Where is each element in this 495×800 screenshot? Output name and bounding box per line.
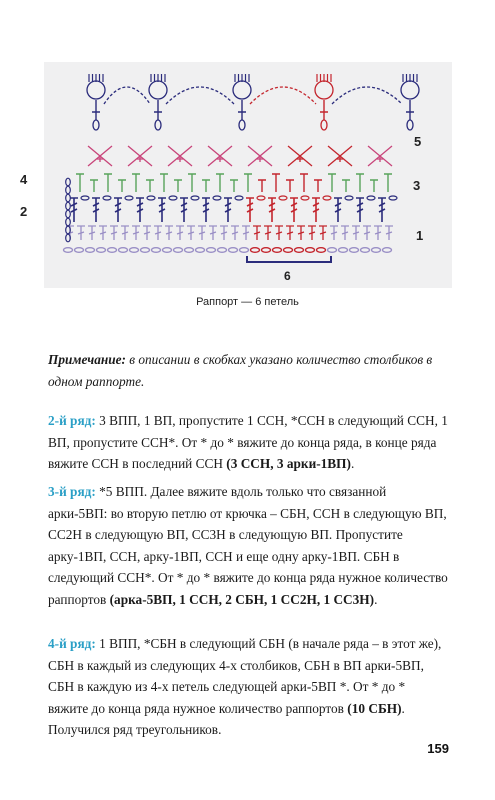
row3-stitch [300, 174, 308, 192]
row-label-4: 4 [20, 172, 28, 187]
chain-stitch [328, 248, 337, 253]
row2-chain [125, 196, 133, 200]
row4-cross [257, 156, 263, 162]
row2-chain [257, 196, 265, 200]
row3-text: *5 ВПП. Далее вяжите вдоль только что связанной арки-5ВП: во вторую петлю от крючка – СБН, ССН в следующую ВП, СС2Н в следующую ВП, СС3Н в следующую ВП. Пропустите арку-1ВП, ССН, арку-1ВП, ССН и еще одну арку-1ВП. СБН в следующий ССН*. От * до * вяжите до конца ряда нужное количество раппортов [48, 484, 448, 607]
flower-stitch [401, 81, 419, 99]
flower-stitch [315, 81, 333, 99]
row2-chain [279, 196, 287, 200]
row2-chain [301, 196, 309, 200]
row2-chain [103, 196, 111, 200]
row1-stitch [297, 226, 305, 240]
flower-base [239, 120, 245, 130]
row1-stitch [308, 226, 316, 240]
chart-symbols [64, 74, 420, 252]
flower-stem [320, 100, 328, 120]
row2-chain [147, 196, 155, 200]
row2-stitch [246, 198, 254, 222]
row3-stitch [230, 180, 238, 192]
chain-stitch [152, 248, 161, 253]
row4-cross [217, 156, 223, 162]
row3-stitch [132, 174, 140, 192]
row2-text: 3 ВПП, 1 ВП, пропустите 1 ССН, *ССН в следующий ССН, 1 ВП, пропустите ССН*. От * до * вяжите до конца ряда, в конце ряда вяжите ССН в последний ССН [48, 413, 448, 471]
row2-stitch [334, 198, 342, 222]
chain-stitch [339, 248, 348, 253]
chain-stitch [119, 248, 128, 253]
repeat-label: 6 [284, 269, 291, 283]
repeat-bracket [247, 256, 331, 262]
turning-chain [66, 194, 71, 202]
row4-cross [97, 156, 103, 162]
row2-chain [235, 196, 243, 200]
row4-label: 4-й ряд: [48, 636, 96, 651]
chain-stitch [75, 248, 84, 253]
row2-stitch [202, 198, 210, 222]
row-label-5: 5 [414, 134, 422, 149]
flower-stem [92, 100, 100, 120]
row1-stitch [77, 226, 85, 240]
row3-stitch [384, 174, 392, 192]
row2-stitch [290, 198, 298, 222]
row3-label: 3-й ряд: [48, 484, 96, 499]
flower-stitch [149, 81, 167, 99]
row2-tail: . [350, 456, 355, 471]
row4-cross [377, 156, 383, 162]
row1-stitch [319, 226, 327, 240]
row1-stitch [374, 226, 382, 240]
flower-base [321, 120, 327, 130]
row1-stitch [341, 226, 349, 240]
row4-cross [177, 156, 183, 162]
chain-stitch [317, 248, 326, 253]
row2-stitch [356, 198, 364, 222]
chain-stitch [295, 248, 304, 253]
row2-stitch [114, 198, 122, 222]
chart-caption: Раппорт — 6 петель [196, 296, 299, 308]
row3-stitch [244, 174, 252, 192]
row2-stitch [312, 198, 320, 222]
turning-chain [66, 178, 71, 186]
row2-chain [81, 196, 89, 200]
note-text: в описании в скобках указано количество столбиков в одном раппорте. [48, 352, 433, 389]
chain-stitch [196, 248, 205, 253]
row1-stitch [363, 226, 371, 240]
row1-stitch [198, 226, 206, 240]
row2-chain [169, 196, 177, 200]
chain-stitch [207, 248, 216, 253]
row3-stitch [104, 174, 112, 192]
row2-stitch [158, 198, 166, 222]
chain-arch [250, 87, 316, 104]
row3-stitch [286, 180, 294, 192]
row2-stitch [136, 198, 144, 222]
chain-stitch [86, 248, 95, 253]
row1-stitch [88, 226, 96, 240]
row3-stitch [76, 174, 84, 192]
row4-paragraph [48, 633, 448, 741]
row1-stitch [165, 226, 173, 240]
chain-stitch [284, 248, 293, 253]
row1-stitch [231, 226, 239, 240]
row3-stitch [202, 180, 210, 192]
chain-stitch [174, 248, 183, 253]
chain-stitch [262, 248, 271, 253]
crochet-chart [20, 62, 452, 288]
chain-stitch [350, 248, 359, 253]
row3-stitch [90, 180, 98, 192]
chain-arch [332, 87, 402, 104]
row2-chain [191, 196, 199, 200]
chain-stitch [64, 248, 73, 253]
turning-chain [66, 210, 71, 218]
row1-stitch [242, 226, 250, 240]
row1-stitch [132, 226, 140, 240]
row2-chain [345, 196, 353, 200]
row3-tail: . [374, 591, 378, 607]
flower-stem [154, 100, 162, 120]
chain-stitch [361, 248, 370, 253]
row1-stitch [352, 226, 360, 240]
row1-stitch [143, 226, 151, 240]
row3-summary: (арка-5ВП, 1 ССН, 2 СБН, 1 СС2Н, 1 СС3Н) [109, 591, 375, 607]
chain-stitch [97, 248, 106, 253]
chain-stitch [372, 248, 381, 253]
row3-stitch [216, 174, 224, 192]
row3-stitch [146, 180, 154, 192]
turning-chain [66, 202, 71, 210]
row1-stitch [99, 226, 107, 240]
row-label-2: 2 [20, 204, 28, 219]
row2-chain [213, 196, 221, 200]
row3-stitch [314, 180, 322, 192]
row2-chain [389, 196, 397, 200]
row-label-1: 1 [416, 228, 424, 243]
row2-label: 2-й ряд: [48, 413, 96, 428]
row4-tail: . Получился ряд треугольников. [48, 700, 405, 737]
row2-paragraph [48, 410, 448, 475]
row3-stitch [356, 174, 364, 192]
row4-text: 1 ВПП, *СБН в следующий СБН (в начале ряда – в этот же), СБН в каждый из следующих 4-х столбиков, СБН в ВП арки-5ВП, СБН в каждую из 4-х петель следующей арки-5ВП *. От * до * вяжите до конца ряда нужное количество раппортов [48, 636, 442, 716]
row4-summary: (10 СБН) [347, 700, 402, 716]
note-paragraph [48, 349, 448, 392]
flower-base [93, 120, 99, 130]
row2-chain [367, 196, 375, 200]
chain-stitch [383, 248, 392, 253]
flower-base [407, 120, 413, 130]
row4-cross [297, 156, 303, 162]
row1-stitch [110, 226, 118, 240]
chain-stitch [251, 248, 260, 253]
row3-stitch [328, 174, 336, 192]
row3-paragraph [48, 481, 448, 610]
row2-chain [323, 196, 331, 200]
row1-stitch [220, 226, 228, 240]
row2-stitch [378, 198, 386, 222]
row4-cross [337, 156, 343, 162]
chain-stitch [185, 248, 194, 253]
row1-stitch [121, 226, 129, 240]
row3-stitch [118, 180, 126, 192]
row1-stitch [253, 226, 261, 240]
row1-stitch [176, 226, 184, 240]
chain-stitch [229, 248, 238, 253]
row2-stitch [224, 198, 232, 222]
chain-stitch [306, 248, 315, 253]
turning-chain [66, 186, 71, 194]
row-label-3: 3 [413, 178, 421, 193]
row3-stitch [272, 174, 280, 192]
row1-stitch [154, 226, 162, 240]
chain-arch [104, 87, 150, 104]
row1-stitch [385, 226, 393, 240]
chain-stitch [163, 248, 172, 253]
flower-stitch [233, 81, 251, 99]
row4-cross [137, 156, 143, 162]
row1-stitch [330, 226, 338, 240]
row3-stitch [174, 180, 182, 192]
row2-stitch [70, 198, 78, 222]
row2-stitch [180, 198, 188, 222]
chain-stitch [273, 248, 282, 253]
chain-stitch [130, 248, 139, 253]
row3-stitch [342, 180, 350, 192]
row1-stitch [187, 226, 195, 240]
flower-stem [238, 100, 246, 120]
note-label: Примечание: [48, 352, 126, 367]
row1-stitch [264, 226, 272, 240]
row3-stitch [370, 180, 378, 192]
flower-base [155, 120, 161, 130]
row3-stitch [258, 180, 266, 192]
row1-stitch [209, 226, 217, 240]
row2-stitch [92, 198, 100, 222]
page-number: 159 [427, 741, 449, 756]
row2-stitch [268, 198, 276, 222]
chain-arch [166, 87, 234, 104]
turning-chain [66, 218, 71, 226]
chain-stitch [240, 248, 249, 253]
row1-stitch [275, 226, 283, 240]
chain-stitch [141, 248, 150, 253]
chain-stitch [108, 248, 117, 253]
row1-stitch [286, 226, 294, 240]
row3-stitch [160, 174, 168, 192]
row2-summary: (3 ССН, 3 арки-1ВП) [226, 456, 351, 471]
flower-stem [406, 100, 414, 120]
flower-stitch [87, 81, 105, 99]
chain-stitch [218, 248, 227, 253]
row3-stitch [188, 174, 196, 192]
